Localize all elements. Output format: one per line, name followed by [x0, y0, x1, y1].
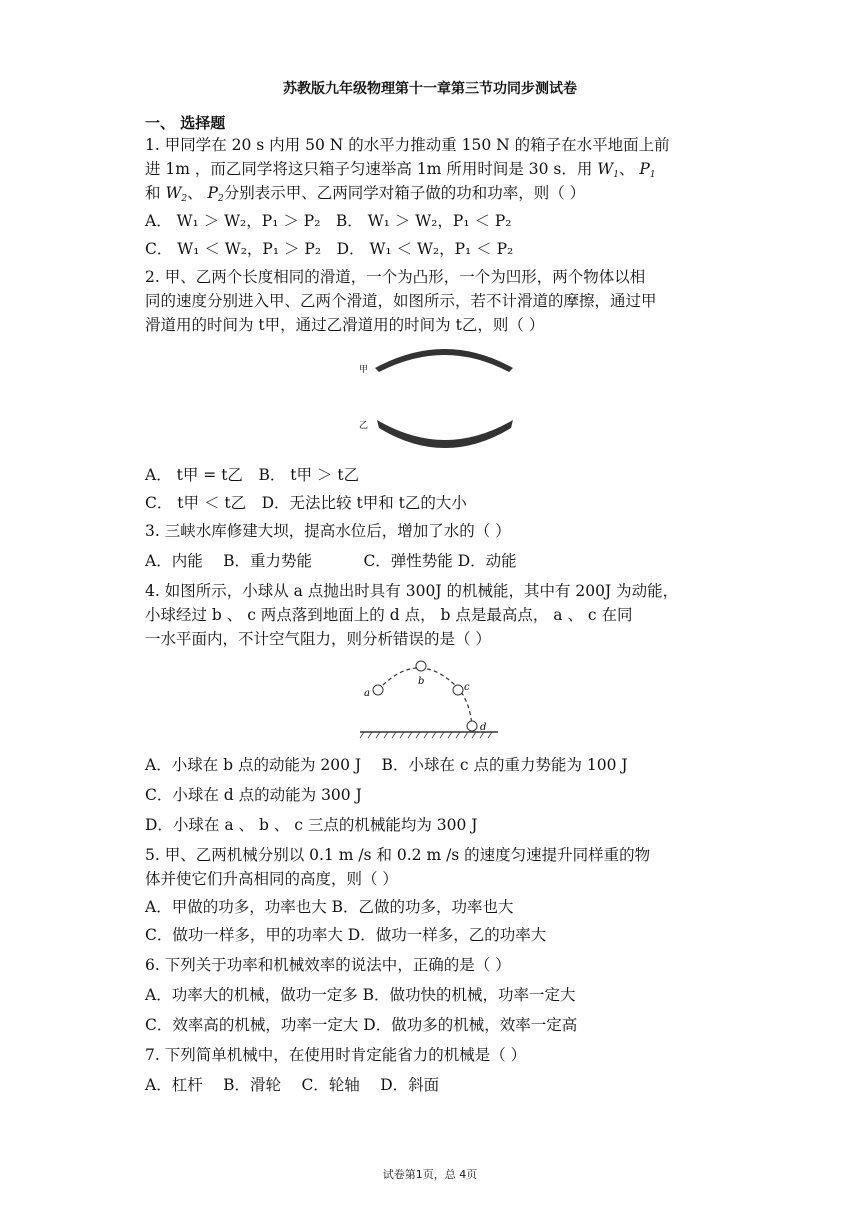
q5-options-cd: C．做功一样多，甲的功率大 D．做功一样多，乙的功率大: [145, 926, 547, 944]
q2-options-cd: [145, 492, 467, 514]
q2-option-d: D．无法比较 t甲和 t乙的大小: [261, 494, 467, 512]
q6-line1: 6. 下列关于功率和机械效率的说法中，正确的是（ ）: [145, 956, 511, 974]
ball-b: [416, 661, 426, 671]
q4-options-ab: A．小球在 b 点的动能为 200 J B．小球在 c 点的重力势能为 100 J: [145, 756, 628, 774]
ball-d: [467, 721, 477, 731]
q4-option-c: C．小球在 d 点的动能为 300 J: [145, 786, 362, 804]
q2-option-c: C． t甲 ＜ t乙: [145, 494, 247, 512]
label-b: b: [418, 676, 425, 687]
q2-options-ab: [145, 464, 359, 486]
q1-option-c: C． W₁ ＜ W₂，P₁ ＞ P₂: [145, 240, 322, 258]
label-c: c: [464, 682, 470, 693]
page-title: 苏教版九年级物理第十一章第三节功同步测试卷: [283, 81, 577, 97]
ground-hatch: [360, 732, 492, 738]
q6-options-ab: A．功率大的机械，做功一定多 B．做功快的机械，功率一定大: [145, 986, 576, 1004]
q2-line1: 2. 甲、乙两个长度相同的滑道，一个为凸形，一个为凹形，两个物体以相: [145, 268, 646, 286]
q5-options-ab: A．甲做的功多，功率也大 B．乙做的功多，功率也大: [145, 898, 514, 916]
q3-options: A．内能 B．重力势能 C．弹性势能 D．动能: [145, 552, 517, 570]
section-heading: 一、 选择题: [145, 114, 226, 132]
q1-options-cd: [145, 238, 513, 260]
q1-line1: 1. 甲同学在 20 s 内用 50 N 的水平力推动重 150 N 的箱子在水平地面上前: [145, 136, 670, 154]
q5-line2: 体并使它们升高相同的高度，则（ ）: [145, 870, 398, 888]
q5-line1: 5. 甲、乙两机械分别以 0.1 m /s 和 0.2 m /s 的速度匀速提升同样重的物: [145, 846, 651, 864]
q7-options: A．杠杆 B．滑轮 C．轮轴 D．斜面: [145, 1076, 440, 1094]
q2-line3: 滑道用的时间为 t甲，通过乙滑道用的时间为 t乙，则（ ）: [145, 316, 545, 334]
q1-options-ab: [145, 210, 512, 232]
q1-option-d: D． W₁ ＜ W₂，P₁ ＜ P₂: [336, 240, 514, 258]
q7-line1: 7. 下列简单机械中，在使用时肯定能省力的机械是（ ）: [145, 1046, 527, 1064]
q2-option-a: A． t甲 = t乙: [145, 466, 243, 484]
q4-line2: 小球经过 b 、 c 两点落到地面上的 d 点， b 点是最高点， a 、 c 在同: [145, 606, 633, 624]
q2-option-b: B． t甲 ＞ t乙: [258, 466, 360, 484]
q1-line3-text: 分别表示甲、乙两同学对箱子做的功和功率，则（ ）: [223, 184, 586, 202]
q3-line1: 3. 三峡水库修建大坝，提高水位后，增加了水的（ ）: [145, 522, 511, 540]
q1-line3-lead: 和: [145, 184, 166, 202]
slide-figure: [355, 340, 525, 460]
q1-option-a: A． W₁ ＞ W₂，P₁ ＞ P₂: [145, 212, 321, 230]
q1-line2-text: 进 1m ，而乙同学将这只箱子匀速举高 1m 所用时间是 30 s．用: [145, 160, 598, 178]
q4-line1: 4. 如图所示，小球从 a 点抛出时具有 300J 的机械能，其中有 200J 为动能，: [145, 582, 679, 600]
q4-line3: 一水平面内，不计空气阻力，则分析错误的是（ ）: [145, 630, 491, 648]
label-d: d: [480, 722, 487, 733]
concave-slide: [377, 420, 513, 448]
q6-options-cd: C．效率高的机械，功率一定大 D．做功多的机械，效率一定高: [145, 1016, 578, 1034]
convex-slide: [375, 349, 513, 372]
projectile-figure: [358, 652, 508, 744]
q1-line3: 和 $W_2$、 $P_2$分别表示甲、乙两同学对箱子做的功和功率，则（ ）: [145, 184, 586, 204]
q1-option-b: B． W₁ ＞ W₂，P₁ ＜ P₂: [335, 212, 512, 230]
label-a: a: [364, 688, 370, 699]
fig-label-yi: 乙: [359, 421, 369, 431]
ball-c: [453, 685, 463, 695]
q1-line2: 进 1m ，而乙同学将这只箱子匀速举高 1m 所用时间是 30 s．用 $W_1$、 $P_1$: [145, 160, 656, 180]
ball-a: [373, 685, 383, 695]
q2-line2: 同的速度分别进入甲、乙两个滑道，如图所示，若不计滑道的摩擦，通过甲: [145, 292, 657, 310]
trajectory: [378, 668, 472, 726]
page-footer: 试卷第1页，总 4页: [382, 1168, 478, 1181]
fig-label-jia: 甲: [359, 365, 369, 375]
q4-option-d: D．小球在 a 、 b 、 c 三点的机械能均为 300 J: [145, 816, 478, 834]
